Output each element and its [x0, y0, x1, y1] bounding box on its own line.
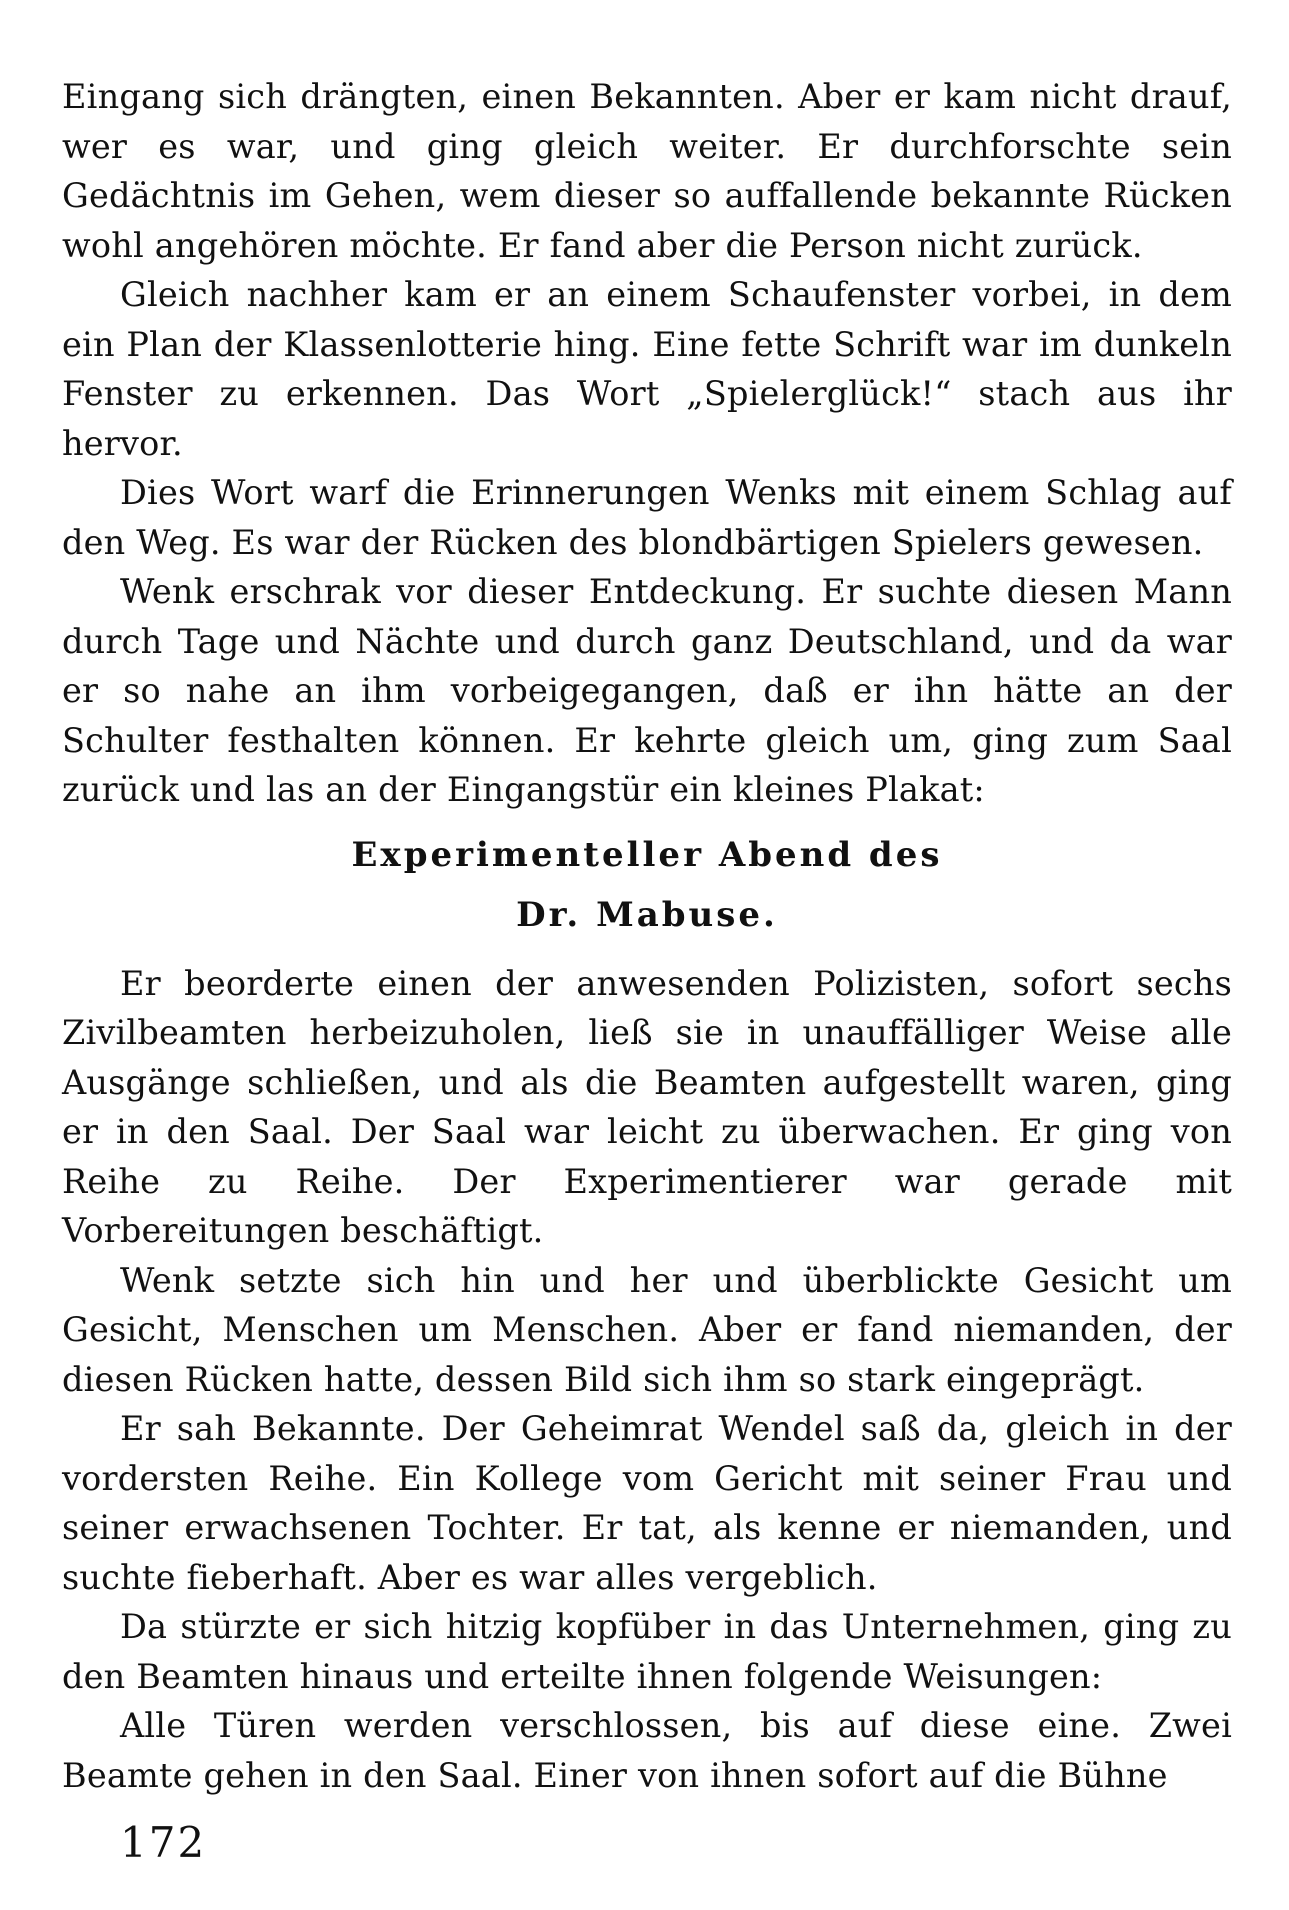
placard-heading-line-1: Experimenteller Abend des: [351, 834, 943, 875]
paragraph-7: Er sah Bekannte. Der Geheimrat Wendel saß da, gleich in der vordersten Reihe. Ein Kollege vom Gericht mit seiner Frau und seiner erwachsenen Tochter. Er tat, als kenne er niemanden, und suchte fieberhaft. Aber es war alles vergeblich.: [62, 1409, 1232, 1597]
paragraph-4: Wenk erschrak vor dieser Entdeckung. Er suchte diesen Mann durch Tage und Nächte und durch ganz Deutschland, und da war er so nahe an ihm vorbeigegangen, daß er ihn hätte an der Schulter festhalten können. Er kehrte gleich um, ging zum Saal zurück und las an der Eingangstür ein kleines Plakat:: [62, 572, 1232, 809]
placard-heading-line-2: Dr. Mabuse.: [516, 894, 778, 935]
paragraph-5: Er beorderte einen der anwesenden Polizisten, sofort sechs Zivilbeamten herbeizuholen, ließ sie in unauffälliger Weise alle Ausgänge schließen, und als die Beamten aufgestellt waren, ging er in den Saal. Der Saal war leicht zu überwachen. Er ging von Reihe zu Reihe. Der Experimentierer war gerade mit Vorbereitungen beschäftigt.: [62, 963, 1232, 1250]
page-number: 172: [120, 1818, 207, 1867]
paragraph-2: Gleich nachher kam er an einem Schaufenster vorbei, in dem ein Plan der Klassenlotterie hing. Eine fette Schrift war im dunkeln Fenster zu erkennen. Das Wort „Spielerglück!“ stach aus ihr hervor.: [62, 275, 1232, 463]
paragraph-1: Eingang sich drängten, einen Bekannten. Aber er kam nicht drauf, wer es war, und ging gleich weiter. Er durchforschte sein Gedächtnis im Gehen, wem dieser so auffallende bekannte Rücken wohl angehören möchte. Er fand aber die Person nicht zurück.: [62, 77, 1232, 265]
paragraph-6: Wenk setzte sich hin und her und überblickte Gesicht um Gesicht, Menschen um Menschen. Aber er fand niemanden, der diesen Rücken hatte, dessen Bild sich ihm so stark eingeprägt.: [62, 1260, 1232, 1399]
body-text: [62, 72, 1232, 1800]
paragraph-9: Alle Türen werden verschlossen, bis auf diese eine. Zwei Beamte gehen in den Saal. Einer von ihnen sofort auf die Bühne: [62, 1706, 1232, 1795]
paragraph-3: Dies Wort warf die Erinnerungen Wenks mit einem Schlag auf den Weg. Es war der Rücken des blondbärtigen Spielers gewesen.: [62, 473, 1232, 562]
paragraph-8: Da stürzte er sich hitzig kopfüber in das Unternehmen, ging zu den Beamten hinaus und erteilte ihnen folgende Weisungen:: [62, 1607, 1232, 1696]
